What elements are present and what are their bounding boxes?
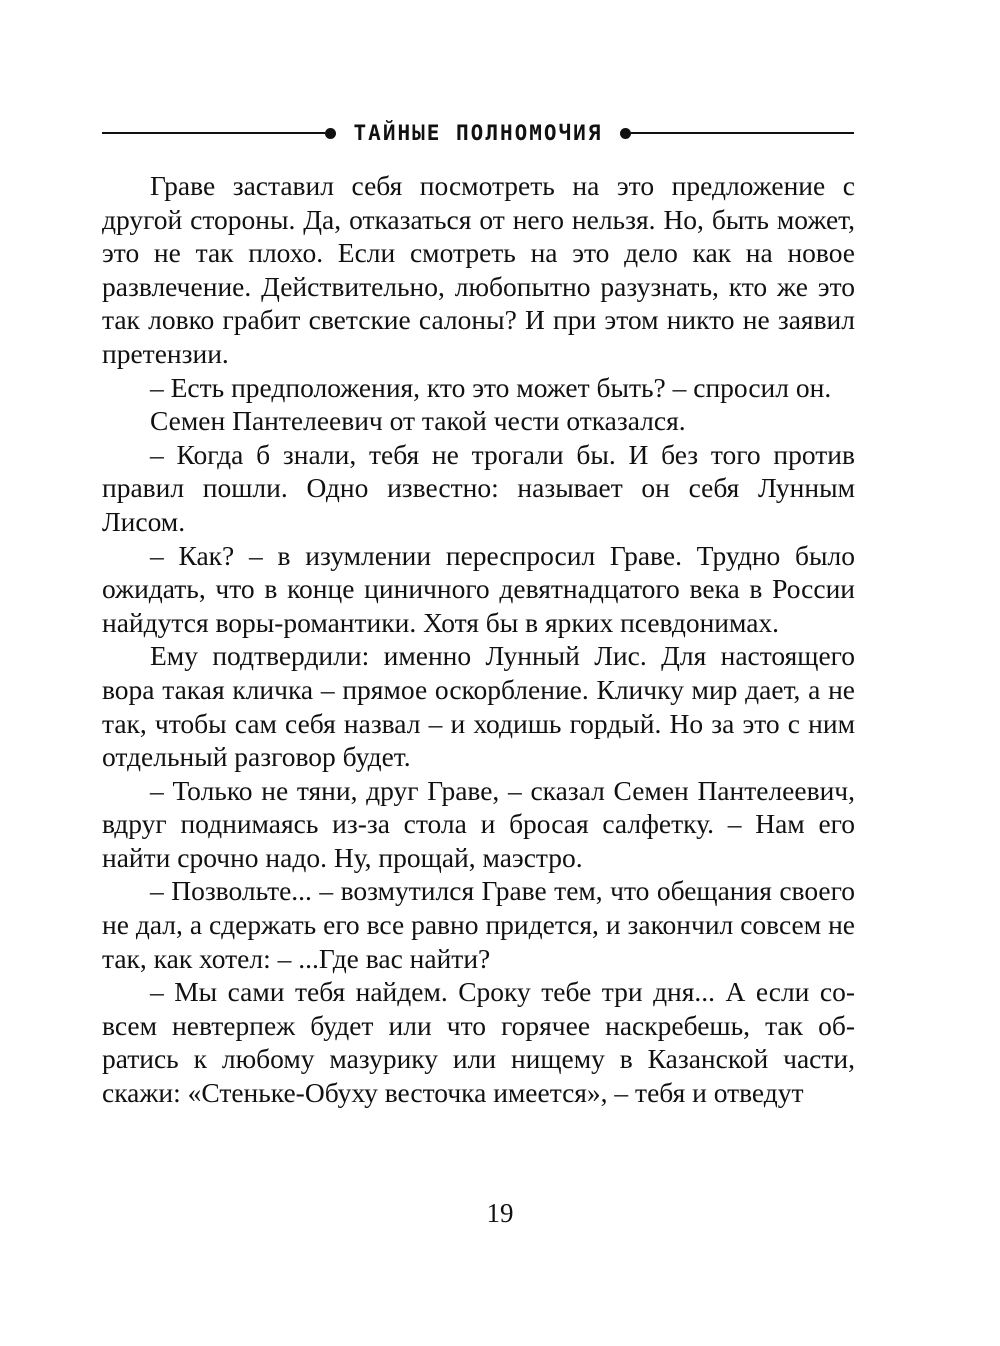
header-rule-left — [102, 132, 325, 134]
body-text — [102, 169, 855, 1110]
paragraph: – Как? – в изумлении переспросил Граве. Трудно было ожидать, что в конце циничного девятнадцатого века в России найдутся воры-романтики. Хотя бы в ярких псевдонимах. — [102, 539, 855, 638]
page-number: 19 — [486, 1198, 514, 1228]
header-dot-left — [325, 128, 336, 139]
paragraph: Ему подтвердили: именно Лунный Лис. Для настоящего вора такая кличка – прямое оскорбление. Кличку мир дает, а не так, чтобы сам себя назвал – и ходишь гордый. Но за это с ним отдельный разговор будет. — [102, 640, 855, 773]
paragraph: – Только не тяни, друг Граве, – сказал Семен Пантелеевич, вдруг поднимаясь из-за стола и бросая салфетку. – Нам его найти срочно надо. Ну, прощай, маэстро. — [102, 774, 855, 873]
paragraph: – Есть предположения, кто это может быть? – спросил он. — [150, 371, 832, 403]
paragraph: Семен Пантелеевич от такой чести отказался. — [150, 405, 686, 437]
paragraph: Граве заставил себя посмотреть на это предложение с другой стороны. Да, отказаться от него нельзя. Но, быть может, это не так плохо. Если смотреть на это дело как на новое развлечение. Действительно, любопытно разузнать, кто же это так ловко грабит светские салоны? И при этом никто не заявил претензии. — [102, 170, 855, 369]
paragraph: – Мы сами тебя найдем. Сроку тебе три дня... А если совсем невтерпеж будет или что горячее наскребешь, так обратись к любому мазурику или нищему в Казанской части, скажи: «Стеньке-Обуху весточка имеется», – тебя и отведут — [102, 976, 855, 1109]
paragraph: – Позвольте... – возмутился Граве тем, что обещания своего не дал, а сдержать его все равно придется, и закончил совсем не так, как хотел: – ...Где вас найти? — [102, 875, 855, 974]
header-rule-right — [631, 132, 854, 134]
running-title: ТАЙНЫЕ ПОЛНОМОЧИЯ — [353, 121, 603, 145]
paragraph: – Когда б знали, тебя не трогали бы. И без того против правил пошли. Одно известно: называет он себя Лунным Лисом. — [102, 438, 855, 537]
header-dot-right — [620, 128, 631, 139]
running-header — [102, 118, 854, 148]
